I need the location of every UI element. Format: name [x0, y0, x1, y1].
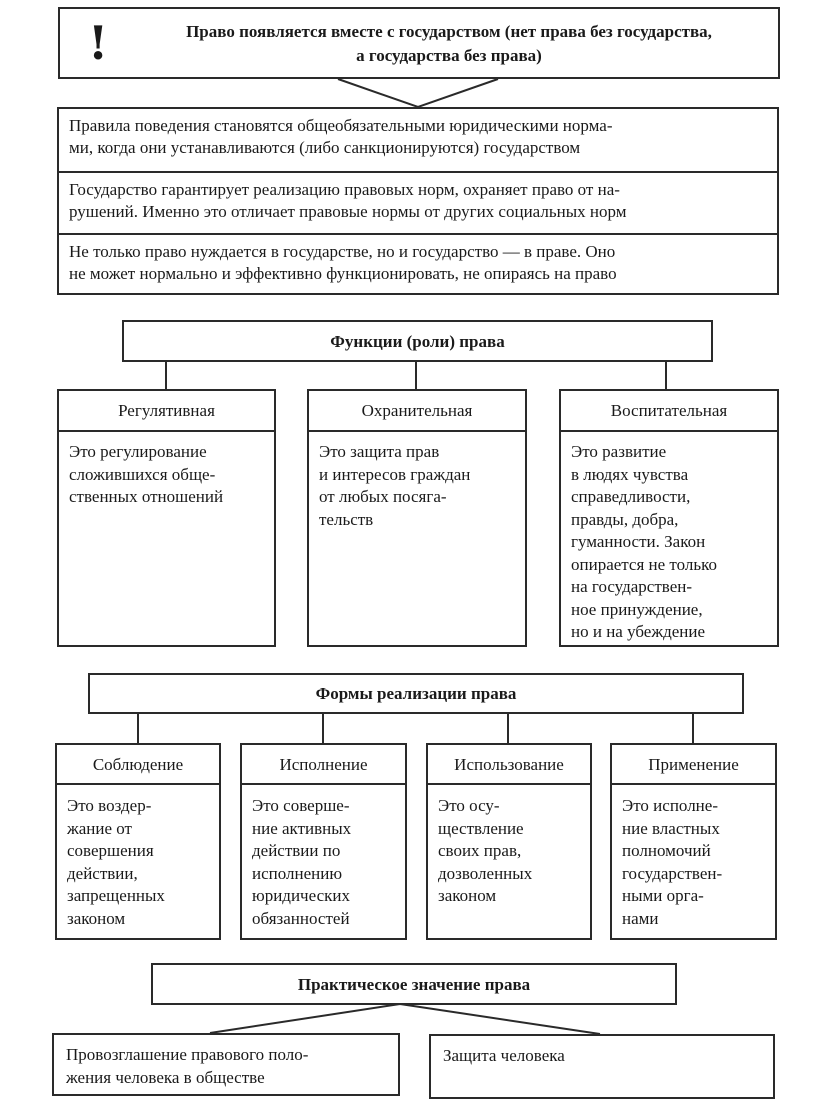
text-line: правды, добра,	[571, 509, 679, 529]
text-line: справедливости,	[571, 487, 691, 506]
principle-line-2: а государства без права)	[356, 46, 542, 65]
practical-protection	[429, 1034, 775, 1099]
functions-title-box	[122, 320, 713, 362]
text-line: сложившихся обще-	[69, 464, 216, 484]
text-line: законом	[67, 908, 126, 928]
form-use-body	[438, 795, 584, 908]
text-line: ние властных	[622, 818, 720, 838]
practical-proclamation-body	[66, 1044, 392, 1089]
statement-1-line-2: ми, когда они устанавливаются (либо санкционируются) государством	[69, 138, 581, 157]
text-line: Это развитие	[571, 442, 667, 461]
statement-3-line-1: Не только право нуждается в государстве, но и государство — в праве. Оно	[69, 242, 616, 261]
text-line: Это осу-	[438, 796, 500, 815]
text-line: дозволенных	[438, 863, 533, 883]
principle-text	[130, 21, 768, 66]
form-observance-body	[67, 795, 213, 930]
text-line: своих прав,	[438, 841, 522, 860]
form-observance-header	[57, 745, 219, 785]
function-educational-body	[571, 441, 771, 644]
text-line: полномочий	[622, 841, 711, 860]
functions-title: Функции (роли) права	[330, 331, 505, 351]
function-regulative-title: Регулятивная	[118, 401, 215, 420]
practical-title: Практическое значение права	[297, 974, 531, 994]
text-line: ными орга-	[622, 886, 704, 905]
statement-1-line-1: Правила поведения становятся общеобязательными юридическими норма-	[69, 116, 613, 135]
principle-box	[58, 7, 780, 79]
function-regulative	[57, 389, 276, 647]
form-observance	[55, 743, 221, 940]
statements-box	[57, 107, 779, 295]
forms-title-box	[88, 673, 744, 714]
text-line: обязанностей	[252, 908, 350, 928]
statement-2	[59, 171, 777, 233]
text-line: опирается не только	[571, 554, 718, 574]
text-line: государствен-	[622, 863, 723, 883]
text-line: законом	[438, 886, 497, 905]
text-line: гуманности. Закон	[571, 532, 706, 551]
text-line: тельств	[319, 509, 374, 529]
text-line: Это защита прав	[319, 442, 440, 461]
forms-title: Формы реализации права	[315, 684, 517, 703]
text-line: Защита человека	[443, 1046, 565, 1065]
text-line: в людях чувства	[571, 464, 689, 484]
text-line: Это соверше-	[252, 796, 350, 815]
text-line: юридических	[252, 886, 350, 905]
practical-protection-body	[443, 1045, 767, 1068]
text-line: Это регулирование	[69, 442, 207, 461]
text-line: жание от	[67, 818, 132, 838]
text-line: Это исполне-	[622, 796, 718, 815]
function-protective-title: Охранительная	[361, 401, 473, 420]
statement-3-line-2: не может нормально и эффективно функционировать, не опираясь на право	[69, 264, 617, 283]
text-line: на государствен-	[571, 577, 693, 596]
function-protective-body	[319, 441, 519, 531]
text-line: Провозглашение правового поло-	[66, 1045, 309, 1064]
statement-3	[59, 233, 777, 293]
function-protective-header	[309, 391, 525, 432]
practical-title-box	[151, 963, 677, 1005]
text-line: жения человека в обществе	[66, 1067, 265, 1087]
function-educational-title: Воспитательная	[610, 401, 728, 420]
text-line: совершения	[67, 841, 154, 860]
form-execution-body	[252, 795, 399, 930]
statement-2-line-2: рушений. Именно это отличает правовые нормы от других социальных норм	[69, 202, 627, 221]
form-execution	[240, 743, 407, 940]
text-line: действии,	[67, 863, 138, 883]
v-connector	[338, 79, 498, 107]
form-application-header	[612, 745, 775, 785]
text-line: от любых посяга-	[319, 487, 447, 506]
principle-line-1: Право появляется вместе с государством (нет права без государства,	[186, 22, 712, 41]
function-protective	[307, 389, 527, 647]
text-line: Это воздер-	[67, 796, 152, 815]
text-line: но и на убеждение	[571, 622, 706, 641]
practical-connector	[210, 1004, 600, 1034]
text-line: ществление	[438, 818, 524, 838]
exclamation-icon: !	[88, 16, 109, 70]
text-line: действии по	[252, 841, 341, 860]
function-educational-header	[561, 391, 777, 432]
form-application-title: Применение	[648, 754, 739, 774]
text-line: ное принуждение,	[571, 599, 703, 619]
function-regulative-header	[59, 391, 274, 432]
text-line: ние активных	[252, 818, 352, 838]
function-educational	[559, 389, 779, 647]
form-execution-title: Исполнение	[279, 754, 368, 774]
statement-2-line-1: Государство гарантирует реализацию правовых норм, охраняет право от на-	[69, 180, 620, 199]
text-line: запрещенных	[67, 886, 165, 905]
function-regulative-body	[69, 441, 268, 509]
text-line: исполнению	[252, 863, 343, 883]
statement-1	[59, 109, 777, 171]
form-use-title: Использование	[454, 754, 564, 774]
practical-proclamation	[52, 1033, 400, 1096]
text-line: ственных отношений	[69, 487, 224, 506]
form-application-body	[622, 795, 769, 930]
form-execution-header	[242, 745, 405, 785]
form-use	[426, 743, 592, 940]
form-use-header	[428, 745, 590, 785]
text-line: нами	[622, 908, 659, 928]
form-observance-title: Соблюдение	[92, 754, 184, 774]
text-line: и интересов граждан	[319, 464, 471, 484]
form-application	[610, 743, 777, 940]
